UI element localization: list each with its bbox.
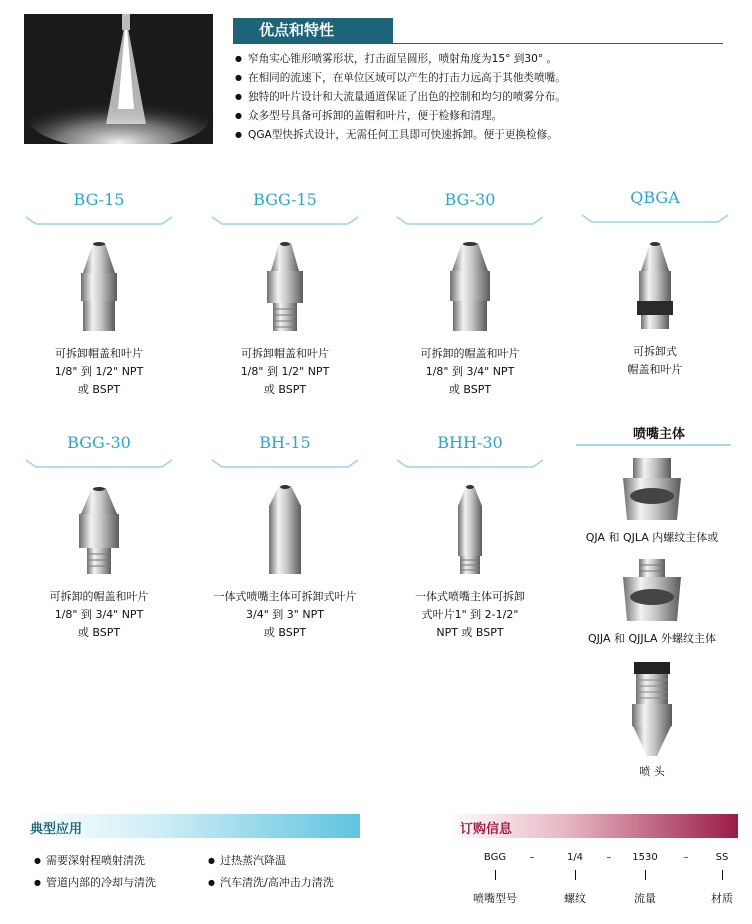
female-body-icon <box>607 456 697 526</box>
order-label-material: 材质 <box>711 892 733 905</box>
male-body-icon <box>607 557 697 627</box>
product-desc-line: 或 BSPT <box>263 383 307 396</box>
spray-photo <box>24 14 213 144</box>
name-tab-decoration <box>395 215 545 225</box>
nozzle-bg-30-icon <box>430 237 510 337</box>
product-name: BGG-30 <box>67 433 131 452</box>
female-body-caption: QJA 和 QJLA 内螺纹主体或 <box>585 531 719 544</box>
product-desc-line: 或 BSPT <box>77 383 121 396</box>
product-bh-15 <box>210 433 360 642</box>
product-name: BGG-15 <box>253 190 317 209</box>
name-tab-decoration <box>24 458 174 468</box>
feature-item: ● QGA型快拆式设计，无需任何工具即可快速拆卸。便于更换检修。 <box>235 126 735 145</box>
product-name: BHH-30 <box>437 433 503 452</box>
order-dash: – <box>683 852 689 863</box>
product-desc-line: 可拆卸的帽盖和叶片 <box>420 347 520 360</box>
product-desc-line: 或 BSPT <box>263 626 307 639</box>
female-body <box>567 456 737 546</box>
features-divider <box>233 43 723 44</box>
product-desc-line: 式叶片1" 到 2-1/2" <box>421 608 519 621</box>
product-bgg-15 <box>210 190 360 399</box>
order-tick <box>722 870 723 880</box>
product-bg-15 <box>24 190 174 399</box>
product-desc-line: NPT 或 BSPT <box>436 626 504 639</box>
ordering-title: 订购信息 <box>460 822 513 837</box>
application-item: ● 管道内部的冷却与清洗 <box>34 872 156 894</box>
feature-item: ● 独特的叶片设计和大流量通道保证了出色的控制和均匀的喷雾分布。 <box>235 88 735 107</box>
order-tick <box>645 870 646 880</box>
order-tick <box>575 870 576 880</box>
order-dash: – <box>529 852 535 863</box>
order-code-material: SS <box>715 852 729 863</box>
application-item: ● 需要深射程喷射清洗 <box>34 850 156 872</box>
nozzle-bh-15-icon <box>245 480 325 580</box>
product-desc-line: 1/8" 到 3/4" NPT <box>54 608 144 621</box>
product-desc-line: 1/8" 到 3/4" NPT <box>425 365 515 378</box>
product-name: BG-30 <box>444 190 496 209</box>
spray-tip-caption: 喷 头 <box>639 765 665 778</box>
nozzle-bgg-30-icon <box>59 480 139 580</box>
product-name: BH-15 <box>259 433 311 452</box>
product-desc-line: 可拆卸帽盖和叶片 <box>55 347 143 360</box>
product-desc-line: 一体式喷嘴主体可拆卸式叶片 <box>213 590 357 603</box>
order-label-thread: 螺纹 <box>564 892 586 905</box>
nozzle-qbga-icon <box>615 235 695 335</box>
feature-item: ● 在相同的流速下，在单位区域可以产生的打击力远高于其他类喷嘴。 <box>235 69 735 88</box>
product-qbga <box>580 188 730 379</box>
name-tab-decoration <box>24 215 174 225</box>
nozzle-body-divider <box>576 444 731 446</box>
product-desc-line: 3/4" 到 3" NPT <box>246 608 324 621</box>
spray-tip-icon <box>607 660 697 760</box>
order-code-flow: 1530 <box>632 852 658 863</box>
product-desc-line: 可拆卸帽盖和叶片 <box>241 347 329 360</box>
nozzle-bhh-30-icon <box>430 480 510 580</box>
nozzle-bg-15-icon <box>59 237 139 337</box>
applications-col-2 <box>208 850 334 894</box>
order-label-model: 喷嘴型号 <box>473 892 517 905</box>
product-bg-30 <box>395 190 545 399</box>
name-tab-decoration <box>210 215 360 225</box>
order-dash: – <box>606 852 612 863</box>
product-desc-line: 1/8" 到 1/2" NPT <box>240 365 330 378</box>
nozzle-body-title: 喷嘴主体 <box>632 427 685 442</box>
product-bgg-30 <box>24 433 174 642</box>
features-title: 优点和特性 <box>233 18 393 43</box>
order-code-model: BGG <box>483 852 507 863</box>
applications-col-1 <box>34 850 156 894</box>
order-tick <box>495 870 496 880</box>
nozzle-bgg-15-icon <box>245 237 325 337</box>
application-item: ● 过热蒸汽降温 <box>208 850 334 872</box>
product-desc-line: 1/8" 到 1/2" NPT <box>54 365 144 378</box>
male-body <box>567 557 737 647</box>
name-tab-decoration <box>395 458 545 468</box>
name-tab-decoration <box>580 213 730 223</box>
applications-title: 典型应用 <box>30 822 83 837</box>
product-desc-line: 或 BSPT <box>77 626 121 639</box>
order-label-flow: 流量 <box>634 892 656 905</box>
application-item: ● 汽车清洗/高冲击力清洗 <box>208 872 334 894</box>
product-desc-line: 或 BSPT <box>448 383 492 396</box>
feature-item: ● 窄角实心锥形喷雾形状，打击面呈圆形，喷射角度为15° 到30° 。 <box>235 50 735 69</box>
name-tab-decoration <box>210 458 360 468</box>
feature-item: ● 众多型号具备可拆卸的盖帽和叶片，便于检修和清理。 <box>235 107 735 126</box>
product-desc-line: 帽盖和叶片 <box>627 363 683 376</box>
spray-tip <box>567 660 737 780</box>
features-list <box>235 50 735 145</box>
product-name: QBGA <box>630 188 680 207</box>
male-body-caption: QJJA 和 QJJLA 外螺纹主体 <box>587 632 717 645</box>
product-desc-line: 可拆卸式 <box>633 345 677 358</box>
order-code-thread: 1/4 <box>566 852 584 863</box>
product-desc-line: 一体式喷嘴主体可拆卸 <box>415 590 525 603</box>
product-desc-line: 可拆卸的帽盖和叶片 <box>49 590 149 603</box>
product-name: BG-15 <box>73 190 125 209</box>
product-bhh-30 <box>395 433 545 642</box>
